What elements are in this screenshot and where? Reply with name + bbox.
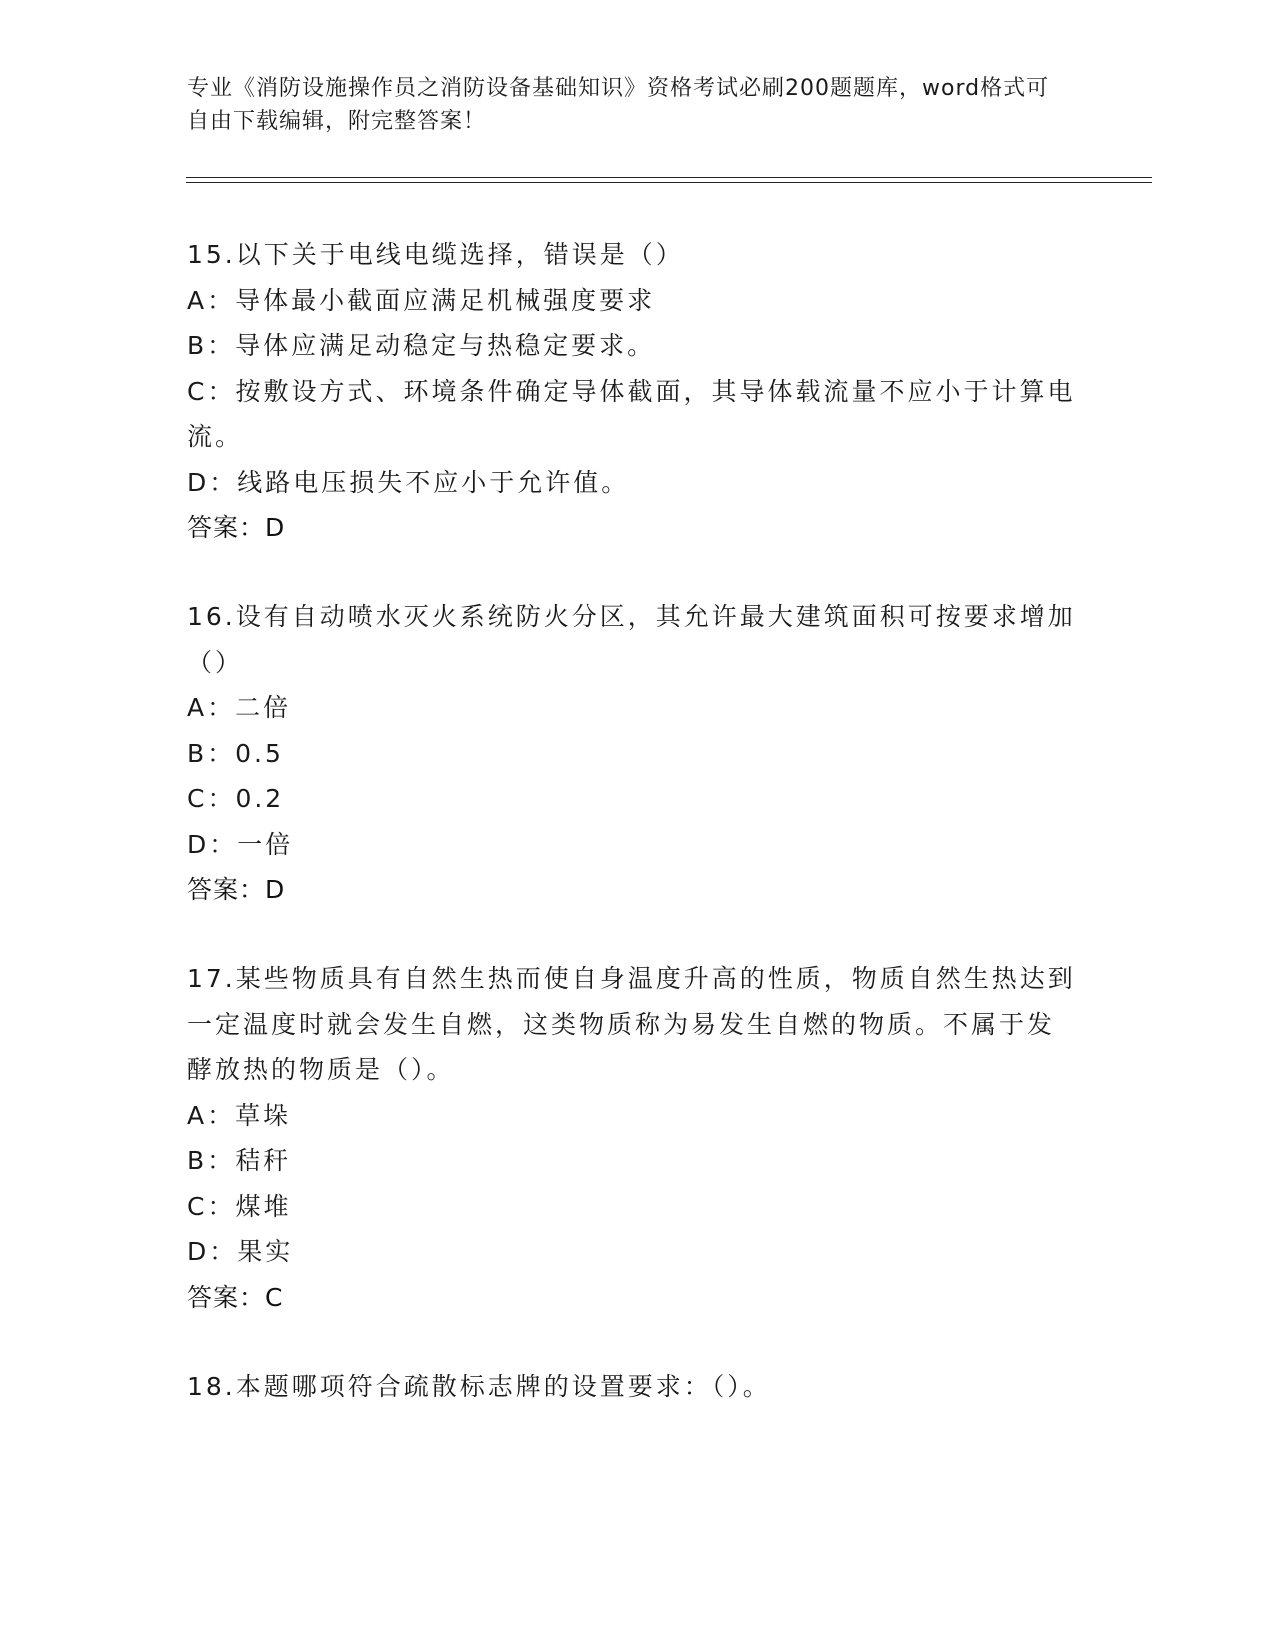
question-list xyxy=(187,232,1082,1453)
option-c: C：按敷设方式、环境条件确定导体截面，其导体载流量不应小于计算电流。 xyxy=(187,376,1076,451)
option-a: A：导体最小截面应满足机械强度要求 xyxy=(187,285,656,315)
option-c: C：0.2 xyxy=(187,784,285,813)
option-b: B：0.5 xyxy=(187,738,284,768)
header-divider-bottom xyxy=(186,182,1152,183)
option-b: B：导体应满足动稳定与热稳定要求。 xyxy=(187,331,656,360)
document-header xyxy=(187,72,1067,138)
answer-line: 答案：D xyxy=(187,513,286,542)
header-divider-top xyxy=(186,177,1152,178)
question-stem: 16.设有自动喷水灭火系统防火分区，其允许最大建筑面积可按要求增加（） xyxy=(187,602,1076,677)
question-stem: 18.本题哪项符合疏散标志牌的设置要求：（）。 xyxy=(187,1371,771,1401)
question-16 xyxy=(187,594,1082,912)
header-text: 专业《消防设施操作员之消防设备基础知识》资格考试必刷200题题库，word格式可自由下载编辑，附完整答案！ xyxy=(187,76,1050,134)
question-15 xyxy=(187,232,1082,550)
option-d: D：果实 xyxy=(187,1237,294,1266)
option-a: A：草垛 xyxy=(187,1100,292,1130)
option-d: D：一倍 xyxy=(187,829,294,859)
question-18 xyxy=(187,1364,1082,1410)
option-b: B：秸秆 xyxy=(187,1146,292,1175)
answer-line: 答案：D xyxy=(187,875,286,904)
question-stem: 15.以下关于电线电缆选择，错误是（） xyxy=(187,240,684,269)
option-d: D：线路电压损失不应小于允许值。 xyxy=(187,467,630,497)
question-stem: 17.某些物质具有自然生热而使自身温度升高的性质，物质自然生热达到一定温度时就会发生自燃，这类物质称为易发生自燃的物质。不属于发酵放热的物质是（）。 xyxy=(187,964,1076,1084)
option-a: A：二倍 xyxy=(187,693,292,722)
option-c: C：煤堆 xyxy=(187,1191,292,1221)
answer-line: 答案：C xyxy=(187,1282,284,1312)
question-17 xyxy=(187,956,1082,1320)
